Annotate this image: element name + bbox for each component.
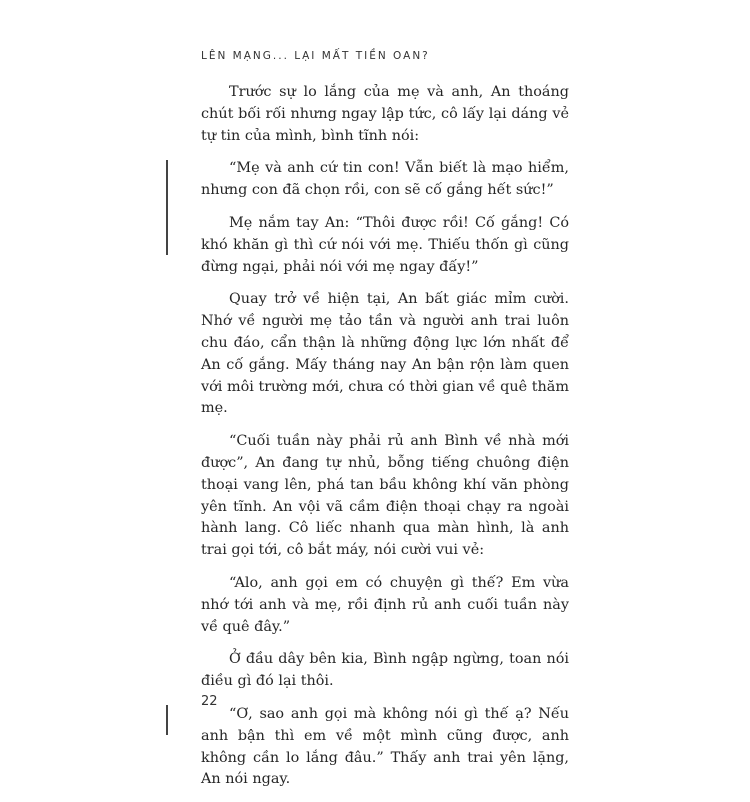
paragraph: Mẹ nắm tay An: “Thôi được rồi! Cố gắng! Có khó khăn gì thì cứ nói với mẹ. Thiếu thốn gì cũng đừng ngại, phải nói với mẹ ngay đấy!” <box>201 214 569 275</box>
body-text <box>201 82 569 802</box>
paragraph: “Mẹ và anh cứ tin con! Vẫn biết là mạo hiểm, nhưng con đã chọn rồi, con sẽ cố gắng hết sức!” <box>201 160 569 199</box>
paragraph: “Cuối tuần này phải rủ anh Bình về nhà mới được”, An đang tự nhủ, bỗng tiếng chuông điện thoại vang lên, phá tan bầu không khí văn phòng yên tĩnh. An vội vã cầm điện thoại chạy ra ngoài hành lang. Cô liếc nhanh qua màn hình, là anh trai gọi tới, cô bắt máy, nói cười vui vẻ: <box>201 433 569 559</box>
page-number: 22 <box>201 694 218 709</box>
page-edge-line <box>166 160 168 255</box>
paragraph: “Alo, anh gọi em có chuyện gì thế? Em vừa nhớ tới anh và mẹ, rồi định rủ anh cuối tuần này về quê đây.” <box>201 574 569 635</box>
paragraph: Trước sự lo lắng của mẹ và anh, An thoáng chút bối rối nhưng ngay lập tức, cô lấy lại dáng vẻ tự tin của mình, bình tĩnh nói: <box>201 84 569 144</box>
page-edge-line <box>166 705 168 735</box>
paragraph: Ở đầu dây bên kia, Bình ngập ngừng, toan nói điều gì đó lại thôi. <box>201 651 569 690</box>
running-head: LÊN MẠNG... LẠI MẤT TIỀN OAN? <box>201 50 430 62</box>
paragraph: “Ơ, sao anh gọi mà không nói gì thế ạ? Nếu anh bận thì em về một mình cũng được, anh không cần lo lắng đâu.” Thấy anh trai yên lặng, An nói ngay. <box>201 705 569 788</box>
paragraph: Quay trở về hiện tại, An bất giác mỉm cười. Nhớ về người mẹ tảo tần và người anh trai luôn chu đáo, cẩn thận là những động lực lớn nhất để An cố gắng. Mấy tháng nay An bận rộn làm quen với môi trường mới, chưa có thời gian về quê thăm mẹ. <box>201 291 569 417</box>
